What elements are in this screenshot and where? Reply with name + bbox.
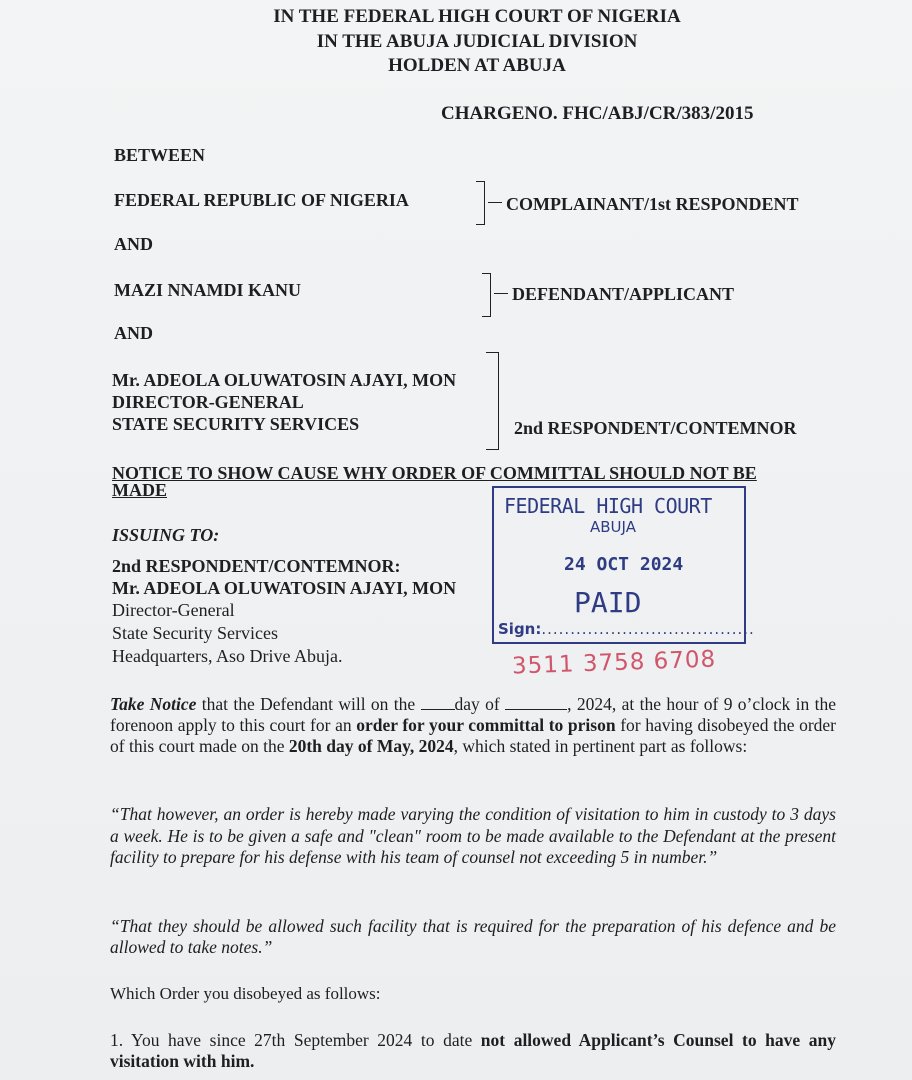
bracket-party2 xyxy=(482,273,491,317)
connector-party1 xyxy=(488,202,502,203)
stamp-paid: PAID xyxy=(574,586,642,619)
party-contemnor-line2: DIRECTOR-GENERAL xyxy=(112,392,304,412)
notice-title-line2: MADE xyxy=(112,480,167,500)
stamp-header: FEDERAL HIGH COURT xyxy=(504,494,712,518)
charge-number: CHARGENO. FHC/ABJ/CR/383/2015 xyxy=(441,103,754,124)
issuing-line3: Director-General xyxy=(112,600,235,620)
bracket-party3 xyxy=(486,352,499,450)
party-complainant: FEDERAL REPUBLIC OF NIGERIA xyxy=(114,190,409,210)
court-heading-line1: IN THE FEDERAL HIGH COURT OF NIGERIA xyxy=(273,6,681,27)
party-defendant-role: DEFENDANT/APPLICANT xyxy=(512,284,735,304)
take-notice-lead: Take Notice xyxy=(110,694,197,714)
issuing-line5: Headquarters, Aso Drive Abuja. xyxy=(112,646,343,666)
court-heading-line3: HOLDEN AT ABUJA xyxy=(388,55,566,76)
item-1: 1. You have since 27th September 2024 to date not allowed Applicant’s Counsel to have any visitation with him. xyxy=(110,1030,836,1071)
party-complainant-role: COMPLAINANT/1st RESPONDENT xyxy=(506,194,799,214)
stamp-city: ABUJA xyxy=(590,518,636,536)
which-order-line: Which Order you disobeyed as follows: xyxy=(110,984,381,1003)
issuing-line2: Mr. ADEOLA OLUWATOSIN AJAYI, MON xyxy=(112,578,457,598)
party-contemnor-role: 2nd RESPONDENT/CONTEMNOR xyxy=(514,418,797,438)
quote-1: “That however, an order is hereby made varying the condition of visitation to him in custody to 3 days a week. He is to be given a safe and "clean" room to be made available to the Defendant at the present facility to prepare for his defense with his team of counsel not exceeding 5 in number.” xyxy=(110,804,836,867)
blank-day xyxy=(421,709,455,710)
bracket-party1 xyxy=(476,181,485,225)
between-label: BETWEEN xyxy=(114,145,206,165)
issuing-heading: ISSUING TO: xyxy=(112,525,220,545)
take-notice-paragraph: Take Notice that the Defendant will on the day of , 2024, at the hour of 9 o’clock in the forenoon apply to this court for an order for your committal to prison for having disobeyed the order of this court made on the 20th day of May, 2024, which stated in pertinent part as follows: xyxy=(110,694,837,756)
party-contemnor-line3: STATE SECURITY SERVICES xyxy=(112,414,360,434)
quote-2: “That they should be allowed such facility that is required for the preparation of his defence and be allowed to take notes.” xyxy=(110,916,836,957)
party-contemnor-line1: Mr. ADEOLA OLUWATOSIN AJAYI, MON xyxy=(112,370,457,390)
court-heading-line2: IN THE ABUJA JUDICIAL DIVISION xyxy=(316,31,638,52)
issuing-line1: 2nd RESPONDENT/CONTEMNOR: xyxy=(112,556,401,576)
court-stamp xyxy=(492,486,755,644)
notice-title-line1: NOTICE TO SHOW CAUSE WHY ORDER OF COMMITTAL SHOULD NOT BE xyxy=(112,463,757,483)
stamp-date: 24 OCT 2024 xyxy=(564,554,684,575)
party-defendant: MAZI NNAMDI KANU xyxy=(114,280,301,300)
blank-month xyxy=(505,709,567,710)
handwritten-number: 3511 3758 6708 xyxy=(511,646,717,680)
issuing-line4: State Security Services xyxy=(112,623,278,643)
and-label-2: AND xyxy=(114,323,153,343)
and-label-1: AND xyxy=(114,234,153,254)
stamp-sign-label: Sign:..................................... xyxy=(498,620,755,638)
connector-party2 xyxy=(494,293,508,294)
